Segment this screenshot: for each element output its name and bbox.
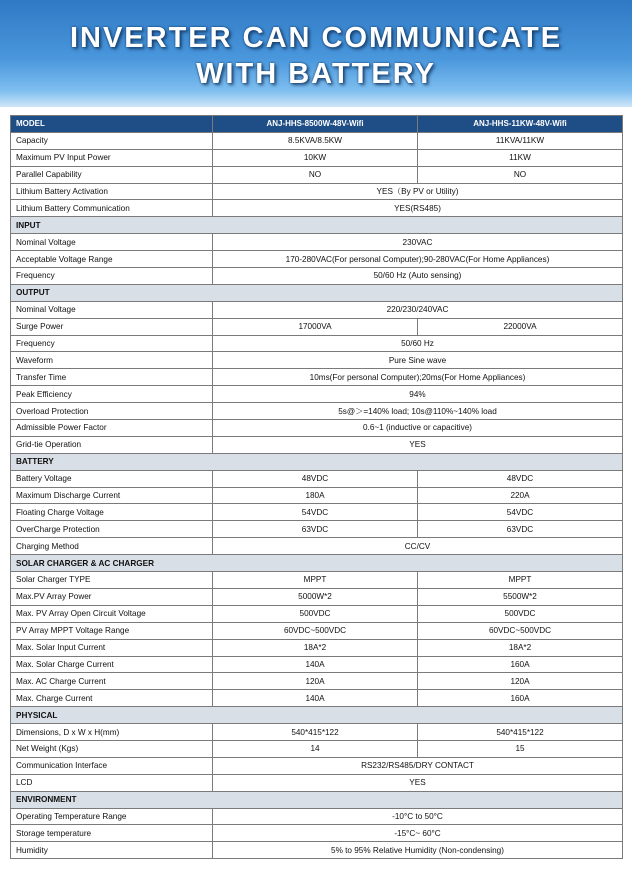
row-label-frequency: Frequency	[11, 268, 213, 285]
row-label-surge-power: Surge Power	[11, 318, 213, 335]
row-value: 15	[418, 740, 623, 757]
row-value: NO	[418, 166, 623, 183]
banner-title-line-2: WITH BATTERY	[196, 58, 436, 90]
section-title: ENVIRONMENT	[11, 791, 623, 808]
row-label-admissible-power-factor: Admissible Power Factor	[11, 420, 213, 437]
table-row	[11, 183, 623, 200]
row-label-pv-array-mppt-voltage-range: PV Array MPPT Voltage Range	[11, 622, 213, 639]
row-value: 500VDC	[213, 605, 418, 622]
table-row	[11, 774, 623, 791]
table-row	[11, 470, 623, 487]
row-value: YES(RS485)	[213, 200, 623, 217]
table-row	[11, 132, 623, 149]
table-row	[11, 268, 623, 285]
table-row	[11, 436, 623, 453]
row-value: 60VDC~500VDC	[418, 622, 623, 639]
row-label-communication-interface: Communication Interface	[11, 757, 213, 774]
row-label-lithium-battery-activation: Lithium Battery Activation	[11, 183, 213, 200]
table-row	[11, 234, 623, 251]
row-value: 230VAC	[213, 234, 623, 251]
section-title: BATTERY	[11, 453, 623, 470]
row-value: 48VDC	[213, 470, 418, 487]
table-row	[11, 656, 623, 673]
row-value: YES	[213, 436, 623, 453]
table-row	[11, 251, 623, 268]
row-value: 540*415*122	[213, 724, 418, 741]
row-label-overload-protection: Overload Protection	[11, 403, 213, 420]
row-label-charging-method: Charging Method	[11, 538, 213, 555]
table-row	[11, 588, 623, 605]
row-value: 220A	[418, 487, 623, 504]
row-label-solar-charger-type: Solar Charger TYPE	[11, 572, 213, 589]
row-value: 63VDC	[418, 521, 623, 538]
header-model-1: ANJ-HHS-8500W-48V-Wifi	[213, 116, 418, 133]
row-value: 5500W*2	[418, 588, 623, 605]
section-header-input	[11, 217, 623, 234]
row-label-max-solar-input-current: Max. Solar Input Current	[11, 639, 213, 656]
row-value: Pure Sine wave	[213, 352, 623, 369]
row-value: 170-280VAC(For personal Computer);90-280VAC(For Home Appliances)	[213, 251, 623, 268]
table-row	[11, 420, 623, 437]
row-value: 22000VA	[418, 318, 623, 335]
table-row	[11, 487, 623, 504]
row-value: 8.5KVA/8.5KW	[213, 132, 418, 149]
row-value: 14	[213, 740, 418, 757]
row-label-max-charge-current: Max. Charge Current	[11, 690, 213, 707]
row-value: 140A	[213, 656, 418, 673]
row-value: -15°C~ 60°C	[213, 825, 623, 842]
row-label-maximum-pv-input-power: Maximum PV Input Power	[11, 149, 213, 166]
row-value: 500VDC	[418, 605, 623, 622]
table-row	[11, 318, 623, 335]
row-value: NO	[213, 166, 418, 183]
section-header-solar-charger-ac-charger	[11, 555, 623, 572]
table-row	[11, 673, 623, 690]
header-model-label: MODEL	[11, 116, 213, 133]
row-label-grid-tie-operation: Grid-tie Operation	[11, 436, 213, 453]
row-label-lithium-battery-communication: Lithium Battery Communication	[11, 200, 213, 217]
section-title: SOLAR CHARGER & AC CHARGER	[11, 555, 623, 572]
row-label-overcharge-protection: OverCharge Protection	[11, 521, 213, 538]
table-row	[11, 538, 623, 555]
row-value: 17000VA	[213, 318, 418, 335]
table-row	[11, 622, 623, 639]
row-value: 5s@＞=140% load; 10s@110%~140% load	[213, 403, 623, 420]
row-label-parallel-capability: Parallel Capability	[11, 166, 213, 183]
row-value: MPPT	[213, 572, 418, 589]
row-value: 54VDC	[418, 504, 623, 521]
row-label-waveform: Waveform	[11, 352, 213, 369]
table-row	[11, 352, 623, 369]
row-value: MPPT	[418, 572, 623, 589]
row-value: 220/230/240VAC	[213, 301, 623, 318]
row-label-storage-temperature: Storage temperature	[11, 825, 213, 842]
table-row	[11, 572, 623, 589]
table-row	[11, 825, 623, 842]
row-label-nominal-voltage: Nominal Voltage	[11, 301, 213, 318]
section-header-output	[11, 284, 623, 301]
row-value: 18A*2	[213, 639, 418, 656]
row-value: 60VDC~500VDC	[213, 622, 418, 639]
row-label-transfer-time: Transfer Time	[11, 369, 213, 386]
section-title: OUTPUT	[11, 284, 623, 301]
row-label-max-pv-array-open-circuit-voltage: Max. PV Array Open Circuit Voltage	[11, 605, 213, 622]
row-value: CC/CV	[213, 538, 623, 555]
table-row	[11, 690, 623, 707]
row-label-peak-efficiency: Peak Efficiency	[11, 386, 213, 403]
table-row	[11, 301, 623, 318]
section-title: INPUT	[11, 217, 623, 234]
row-value: 540*415*122	[418, 724, 623, 741]
row-value: 120A	[418, 673, 623, 690]
table-row	[11, 639, 623, 656]
row-value: 0.6~1 (inductive or capacitive)	[213, 420, 623, 437]
table-row	[11, 842, 623, 859]
row-value: RS232/RS485/DRY CONTACT	[213, 757, 623, 774]
row-value: 180A	[213, 487, 418, 504]
row-label-nominal-voltage: Nominal Voltage	[11, 234, 213, 251]
row-value: 94%	[213, 386, 623, 403]
row-label-humidity: Humidity	[11, 842, 213, 859]
section-title: PHYSICAL	[11, 707, 623, 724]
table-row	[11, 369, 623, 386]
table-row	[11, 504, 623, 521]
row-value: 63VDC	[213, 521, 418, 538]
table-row	[11, 200, 623, 217]
row-label-max-pv-array-power: Max.PV Array Power	[11, 588, 213, 605]
table-row	[11, 808, 623, 825]
row-value: YES	[213, 774, 623, 791]
row-value: 5000W*2	[213, 588, 418, 605]
row-value: 140A	[213, 690, 418, 707]
row-value: 160A	[418, 690, 623, 707]
row-label-max-ac-charge-current: Max. AC Charge Current	[11, 673, 213, 690]
table-row	[11, 166, 623, 183]
row-label-battery-voltage: Battery Voltage	[11, 470, 213, 487]
row-value: 160A	[418, 656, 623, 673]
row-value: 11KVA/11KW	[418, 132, 623, 149]
row-label-max-solar-charge-current: Max. Solar Charge Current	[11, 656, 213, 673]
table-row	[11, 740, 623, 757]
table-row	[11, 521, 623, 538]
table-row	[11, 605, 623, 622]
row-value: 5% to 95% Relative Humidity (Non-condensing)	[213, 842, 623, 859]
row-value: 120A	[213, 673, 418, 690]
row-label-maximum-discharge-current: Maximum Discharge Current	[11, 487, 213, 504]
row-label-dimensions-d-x-w-x-h-mm: Dimensions, D x W x H(mm)	[11, 724, 213, 741]
row-value: 48VDC	[418, 470, 623, 487]
row-value: YES（By PV or Utility)	[213, 183, 623, 200]
row-label-operating-temperature-range: Operating Temperature Range	[11, 808, 213, 825]
row-label-net-weight-kgs: Net Weight (Kgs)	[11, 740, 213, 757]
row-label-acceptable-voltage-range: Acceptable Voltage Range	[11, 251, 213, 268]
row-value: 54VDC	[213, 504, 418, 521]
table-header-row	[11, 116, 623, 133]
table-row	[11, 757, 623, 774]
row-value: 10ms(For personal Computer);20ms(For Home Appliances)	[213, 369, 623, 386]
section-header-physical	[11, 707, 623, 724]
row-value: 50/60 Hz	[213, 335, 623, 352]
row-label-capacity: Capacity	[11, 132, 213, 149]
specification-table	[10, 115, 623, 859]
row-value: 18A*2	[418, 639, 623, 656]
banner-title-line-1: INVERTER CAN COMMUNICATE	[69, 22, 563, 54]
row-value: 11KW	[418, 149, 623, 166]
title-banner	[0, 0, 632, 107]
row-value: -10°C to 50°C	[213, 808, 623, 825]
section-header-battery	[11, 453, 623, 470]
row-label-lcd: LCD	[11, 774, 213, 791]
section-header-environment	[11, 791, 623, 808]
table-row	[11, 724, 623, 741]
row-value: 10KW	[213, 149, 418, 166]
table-row	[11, 386, 623, 403]
row-value: 50/60 Hz (Auto sensing)	[213, 268, 623, 285]
table-row	[11, 335, 623, 352]
row-label-floating-charge-voltage: Floating Charge Voltage	[11, 504, 213, 521]
row-label-frequency: Frequency	[11, 335, 213, 352]
header-model-2: ANJ-HHS-11KW-48V-Wifi	[418, 116, 623, 133]
table-row	[11, 403, 623, 420]
table-row	[11, 149, 623, 166]
